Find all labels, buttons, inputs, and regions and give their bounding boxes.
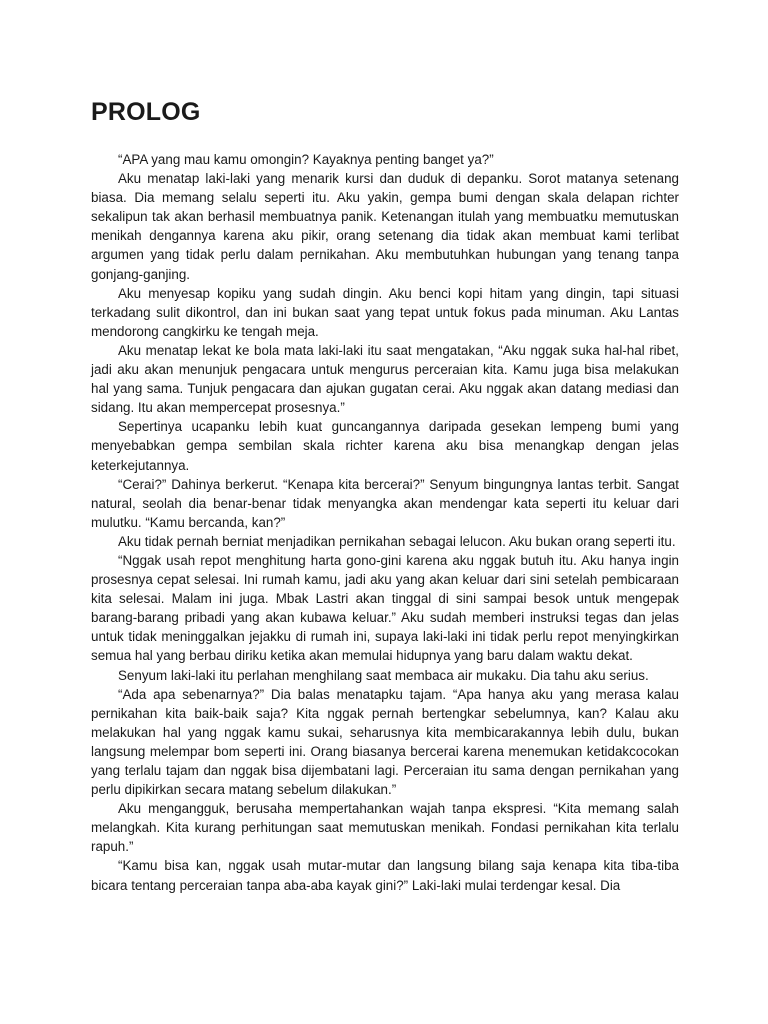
paragraph: “Kamu bisa kan, nggak usah mutar-mutar dan langsung bilang saja kenapa kita tiba-tiba bicara tentang perceraian tanpa aba-aba kayak gini?” Laki-laki mulai terdengar kesal. Dia bbox=[91, 858, 679, 893]
paragraph: Senyum laki-laki itu perlahan menghilang saat membaca air mukaku. Dia tahu aku serius. bbox=[118, 667, 649, 683]
paragraph: Aku tidak pernah berniat menjadikan pernikahan sebagai lelucon. Aku bukan orang seperti itu. bbox=[118, 533, 676, 549]
paragraph: Aku menatap lekat ke bola mata laki-laki itu saat mengatakan, “Aku nggak suka hal-hal ribet, jadi aku akan menunjuk pengacara untuk mengurus perceraian kita. Kamu juga bisa melakukan hal yang sama. Tunjuk pengacara dan ajukan gugatan cerai. Aku nggak akan datang mediasi dan sidang. Itu akan mempercepat prosesnya.” bbox=[91, 342, 679, 416]
paragraph: “APA yang mau kamu omongin? Kayaknya penting banget ya?” bbox=[118, 152, 494, 167]
paragraph: Aku mengangguk, berusaha mempertahankan wajah tanpa ekspresi. “Kita memang salah melangkah. Kita kurang perhitungan saat memutuskan menikah. Fondasi pernikahan kita terlalu rapuh.” bbox=[91, 801, 679, 855]
paragraph: Sepertinya ucapanku lebih kuat guncangannya daripada gesekan lempeng bumi yang menyebabkan gempa sembilan skala richter karena aku bisa menangkap dengan jelas keterkejutannya. bbox=[91, 419, 679, 473]
chapter-title: PROLOG bbox=[91, 98, 201, 126]
document-page bbox=[91, 96, 679, 895]
paragraph: “Cerai?” Dahinya berkerut. “Kenapa kita bercerai?” Senyum bingungnya lantas terbit. Sangat natural, seolah dia benar-benar tidak menyangka akan mendengar kata seperti itu keluar dari mulutku. “Kamu bercanda, kan?” bbox=[91, 476, 679, 530]
paragraph: Aku menatap laki-laki yang menarik kursi dan duduk di depanku. Sorot matanya setenang biasa. Dia memang selalu seperti itu. Aku yakin, gempa bumi dengan skala delapan richter sekalipun tak akan berhasil membuatnya panik. Ketenangan itulah yang membuatku memutuskan menikah dengannya karena aku pikir, orang setenang dia tidak akan membuat kami terlibat argumen yang tidak perlu dalam pernikahan. Aku membutuhkan hubungan yang tenang tanpa gonjang-ganjing. bbox=[91, 171, 679, 282]
paragraph: “Nggak usah repot menghitung harta gono-gini karena aku nggak butuh itu. Aku hanya ingin prosesnya cepat selesai. Ini rumah kamu, jadi aku yang akan keluar dari sini setelah pembicaraan kita selesai. Malam ini juga. Mbak Lastri akan tinggal di sini sampai besok untuk mengepak barang-barang pribadi yang akan kubawa keluar.” Aku sudah memberi instruksi tegas dan jelas untuk tidak meninggalkan jejakku di rumah ini, supaya laki-laki ini tidak perlu repot menyingkirkan semua hal yang berbau diriku ketika akan memulai hidupnya yang baru dalam waktu dekat. bbox=[91, 552, 679, 664]
chapter-body bbox=[91, 150, 679, 895]
paragraph: Aku menyesap kopiku yang sudah dingin. Aku benci kopi hitam yang dingin, tapi situasi terkadang sulit dikontrol, dan ini bukan saat yang tepat untuk fokus pada minuman. Aku Lantas mendorong cangkirku ke tengah meja. bbox=[91, 285, 679, 339]
paragraph: “Ada apa sebenarnya?” Dia balas menatapku tajam. “Apa hanya aku yang merasa kalau pernikahan kita baik-baik saja? Kita nggak pernah bertengkar sebelumnya, kan? Kalau aku melakukan hal yang nggak kamu sukai, seharusnya kita membicarakannya lebih dulu, bukan langsung melempar bom seperti ini. Orang biasanya bercerai karena menemukan ketidakcocokan yang terlalu tajam dan nggak bisa dijembatani lagi. Perceraian itu sama dengan pernikahan yang perlu dipikirkan secara matang sebelum dilakukan.” bbox=[91, 686, 679, 798]
